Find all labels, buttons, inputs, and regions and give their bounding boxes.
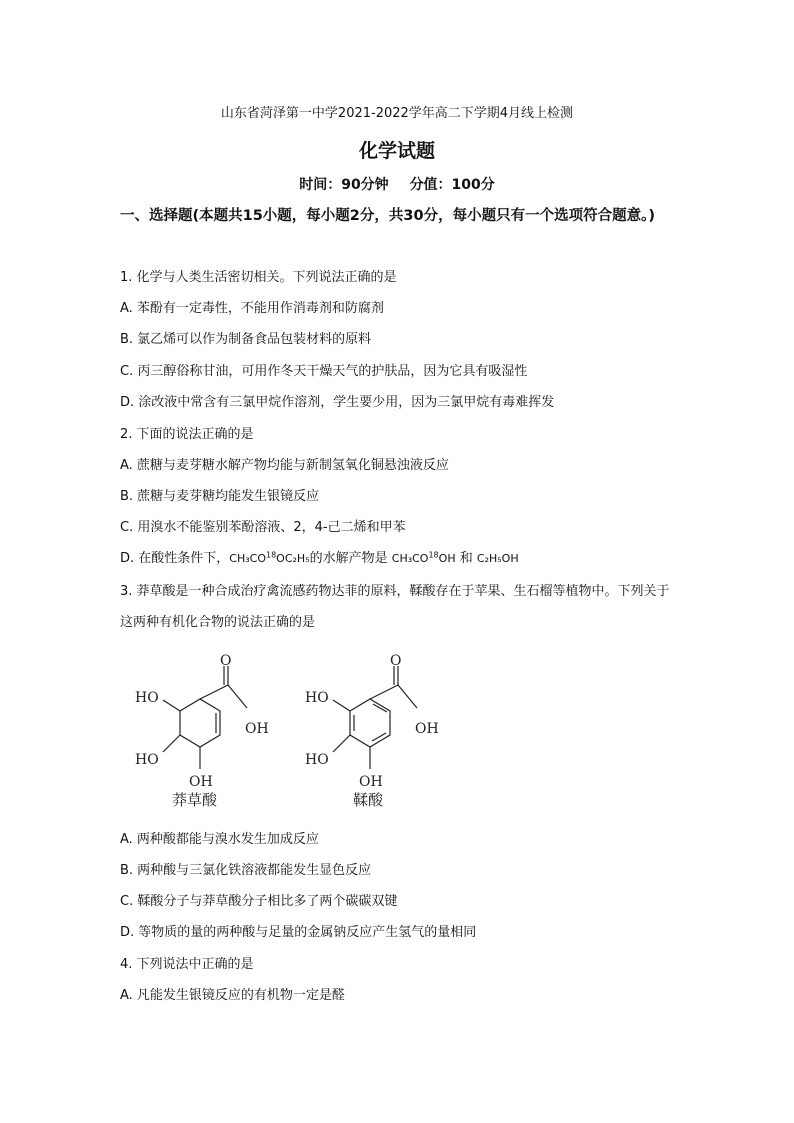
right-o-label: O: [390, 653, 402, 669]
q3-option-a: A. 两种酸都能与溴水发生加成反应: [120, 832, 319, 847]
structure-figure: [125, 648, 455, 813]
q3-option-b: B. 两种酸与三氯化铁溶液都能发生显色反应: [120, 863, 372, 878]
exam-meta: [0, 174, 794, 194]
q1-option-a: A. 苯酚有一定毒性，不能用作消毒剂和防腐剂: [120, 301, 384, 316]
q3-option-d: D. 等物质的量的两种酸与足量的金属钠反应产生氢气的量相同: [120, 925, 477, 940]
q4-stem: 4. 下列说法中正确的是: [120, 957, 254, 972]
q3-stem: 3. 莽草酸是一种合成治疗禽流感药物达菲的原料，鞣酸存在于苹果、生石榴等植物中。下列关于这两种有机化合物的说法正确的是: [120, 584, 670, 630]
left-oh-acid-label: OH: [245, 721, 269, 737]
right-ring: [350, 699, 390, 747]
q4-option-a: A. 凡能发生银镜反应的有机物一定是醛: [120, 988, 345, 1003]
right-compound-name: 鞣酸: [353, 791, 384, 809]
right-oh-bottom-label: OH: [359, 774, 383, 790]
left-oh-bottom-label: OH: [189, 774, 213, 790]
q3-option-c: C. 鞣酸分子与莽草酸分子相比多了两个碳碳双键: [120, 894, 398, 909]
left-ring: [180, 699, 220, 747]
left-ho-top-label: HO: [135, 690, 159, 706]
section-heading: 一、选择题(本题共15小题，每小题2分，共30分，每小题只有一个选项符合题意。): [120, 208, 655, 224]
right-ho-bottom-label: HO: [305, 752, 329, 768]
exam-header: 山东省菏泽第一中学2021-2022学年高二下学期4月线上检测: [220, 106, 574, 121]
q2-stem: 2. 下面的说法正确的是: [120, 427, 254, 442]
q2-option-b: B. 蔗糖与麦芽糖均能发生银镜反应: [120, 489, 320, 504]
q1-option-c: C. 丙三醇俗称甘油，可用作冬天干燥天气的护肤品，因为它具有吸湿性: [120, 364, 528, 379]
left-o-label: O: [220, 653, 232, 669]
right-oh-acid-label: OH: [415, 721, 439, 737]
exam-title: 化学试题: [358, 140, 435, 162]
q1-option-d: D. 涂改液中常含有三氯甲烷作溶剂，学生要少用，因为三氯甲烷有毒难挥发: [120, 395, 555, 410]
q1-option-b: B. 氯乙烯可以作为制备食品包装材料的原料: [120, 332, 372, 347]
exam-time: 时间：90分钟: [299, 177, 389, 193]
q2-option-a: A. 蔗糖与麦芽糖水解产物均能与新制氢氧化铜悬浊液反应: [120, 458, 449, 473]
q2-option-c: C. 用溴水不能鉴别苯酚溶液、2，4-己二烯和甲苯: [120, 520, 406, 535]
left-compound-name: 莽草酸: [172, 791, 218, 809]
exam-score: 分值：100分: [409, 177, 495, 193]
q1-stem: 1. 化学与人类生活密切相关。下列说法正确的是: [120, 270, 397, 285]
q2-option-d: D. 在酸性条件下，CH₃CO$^{18}$OC₂H₅的水解产物是 CH₃CO$^{18}$OH 和 C₂H₅OH: [120, 550, 519, 566]
right-ho-top-label: HO: [305, 690, 329, 706]
left-ho-bottom-label: HO: [135, 752, 159, 768]
